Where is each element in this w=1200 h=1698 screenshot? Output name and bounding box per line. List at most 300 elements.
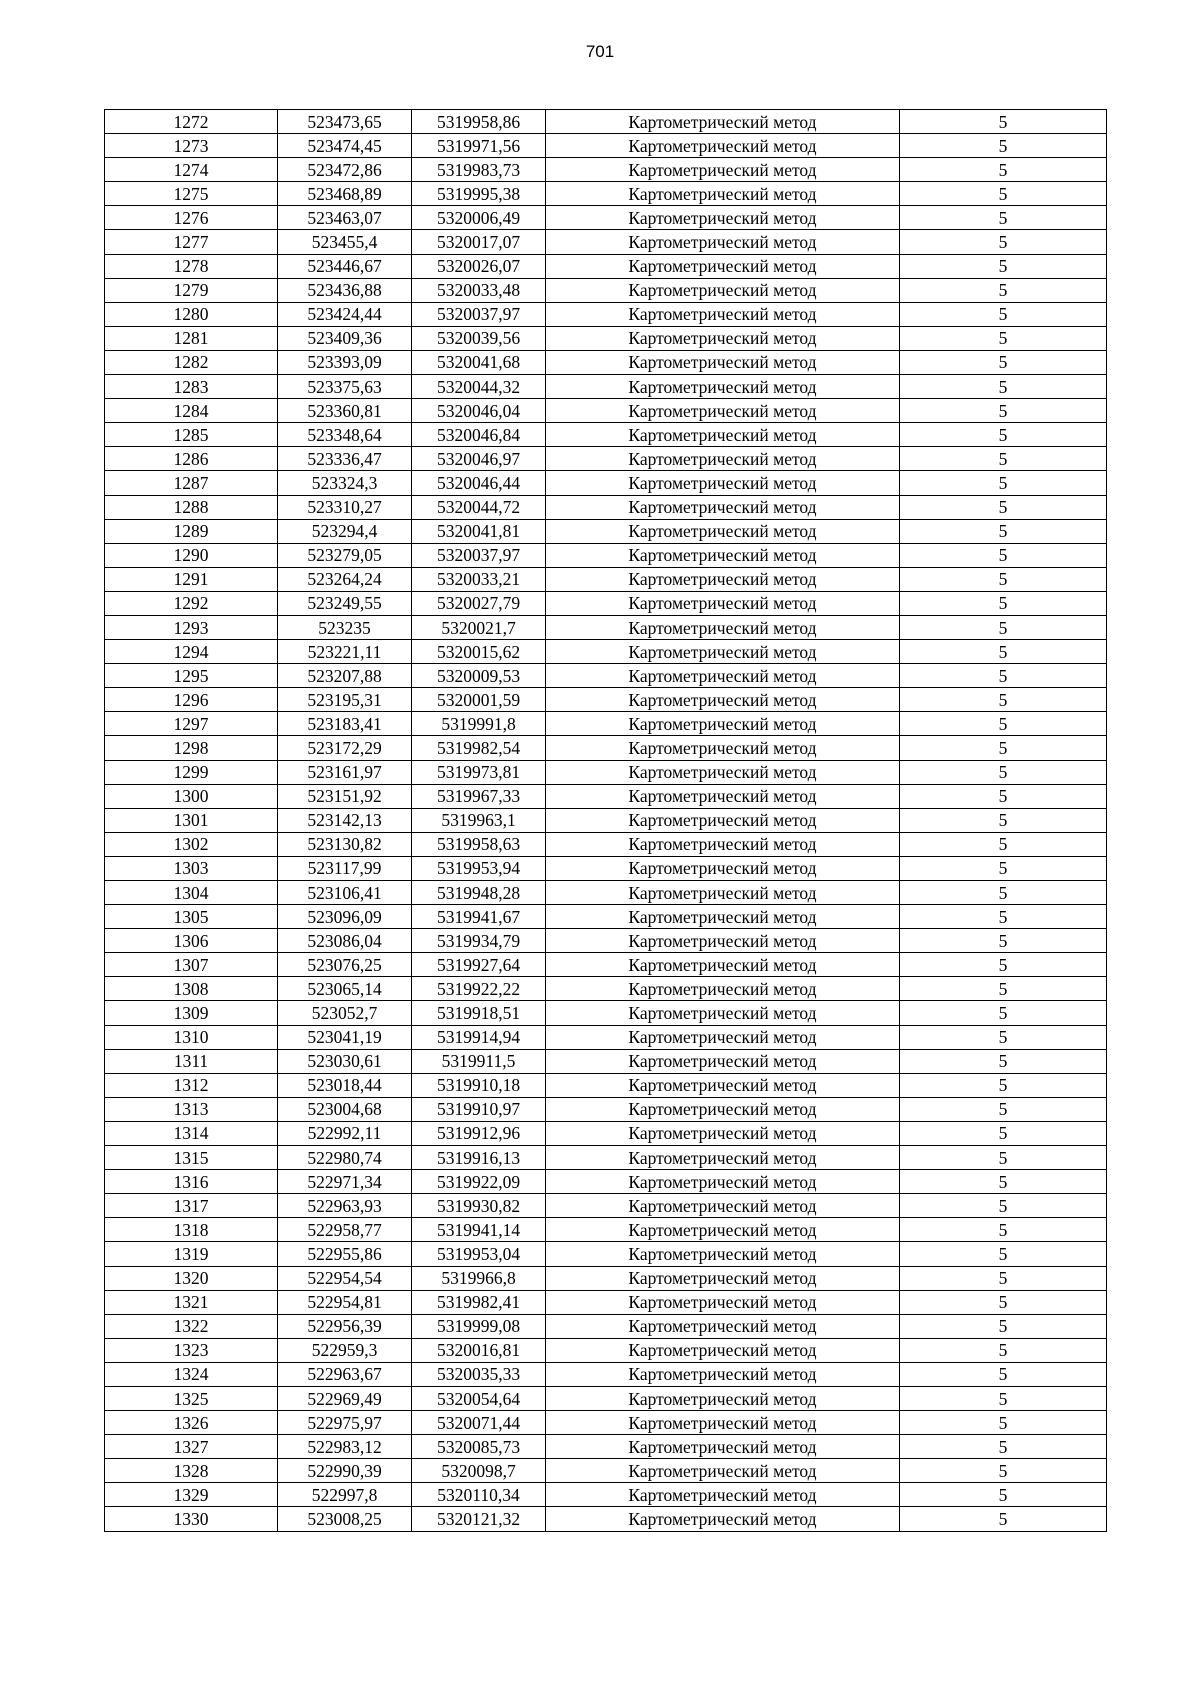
accuracy-cell: 5 [900,471,1107,495]
table-row [105,495,1107,519]
accuracy-cell: 5 [900,1459,1107,1483]
method-cell: Картометрический метод [546,832,900,856]
y-coordinate-cell: 5319995,38 [412,182,546,206]
table-row [105,1290,1107,1314]
table-row [105,929,1107,953]
x-coordinate-cell: 523106,41 [278,881,412,905]
x-coordinate-cell: 523409,36 [278,326,412,350]
x-coordinate-cell: 522969,49 [278,1386,412,1410]
method-cell: Картометрический метод [546,1483,900,1507]
table-row [105,1097,1107,1121]
x-coordinate-cell: 523424,44 [278,302,412,326]
table-row [105,1338,1107,1362]
point-number-cell: 1325 [105,1386,278,1410]
point-number-cell: 1310 [105,1025,278,1049]
y-coordinate-cell: 5320044,32 [412,375,546,399]
method-cell: Картометрический метод [546,110,900,134]
y-coordinate-cell: 5320009,53 [412,664,546,688]
method-cell: Картометрический метод [546,1362,900,1386]
method-cell: Картометрический метод [546,326,900,350]
table-row [105,1362,1107,1386]
table-row [105,1001,1107,1025]
x-coordinate-cell: 522955,86 [278,1242,412,1266]
table-row [105,375,1107,399]
table-row [105,856,1107,880]
accuracy-cell: 5 [900,543,1107,567]
table-row [105,1459,1107,1483]
method-cell: Картометрический метод [546,1314,900,1338]
accuracy-cell: 5 [900,1242,1107,1266]
accuracy-cell: 5 [900,953,1107,977]
table-row [105,977,1107,1001]
y-coordinate-cell: 5320121,32 [412,1507,546,1531]
method-cell: Картометрический метод [546,688,900,712]
method-cell: Картометрический метод [546,230,900,254]
point-number-cell: 1308 [105,977,278,1001]
method-cell: Картометрический метод [546,278,900,302]
page-number: 701 [585,42,615,61]
method-cell: Картометрический метод [546,182,900,206]
x-coordinate-cell: 522975,97 [278,1411,412,1435]
table-row [105,664,1107,688]
y-coordinate-cell: 5319918,51 [412,1001,546,1025]
point-number-cell: 1318 [105,1218,278,1242]
y-coordinate-cell: 5319910,97 [412,1097,546,1121]
point-number-cell: 1328 [105,1459,278,1483]
y-coordinate-cell: 5319934,79 [412,929,546,953]
accuracy-cell: 5 [900,1266,1107,1290]
x-coordinate-cell: 523324,3 [278,471,412,495]
x-coordinate-cell: 523172,29 [278,736,412,760]
point-number-cell: 1320 [105,1266,278,1290]
table-row [105,399,1107,423]
x-coordinate-cell: 522983,12 [278,1435,412,1459]
point-number-cell: 1278 [105,254,278,278]
accuracy-cell: 5 [900,688,1107,712]
y-coordinate-cell: 5320016,81 [412,1338,546,1362]
method-cell: Картометрический метод [546,1266,900,1290]
x-coordinate-cell: 523183,41 [278,712,412,736]
accuracy-cell: 5 [900,158,1107,182]
y-coordinate-cell: 5320033,48 [412,278,546,302]
y-coordinate-cell: 5320110,34 [412,1483,546,1507]
point-number-cell: 1306 [105,929,278,953]
x-coordinate-cell: 523472,86 [278,158,412,182]
accuracy-cell: 5 [900,1194,1107,1218]
point-number-cell: 1327 [105,1435,278,1459]
method-cell: Картометрический метод [546,447,900,471]
y-coordinate-cell: 5320039,56 [412,326,546,350]
table-row [105,350,1107,374]
accuracy-cell: 5 [900,1314,1107,1338]
x-coordinate-cell: 523474,45 [278,134,412,158]
accuracy-cell: 5 [900,712,1107,736]
y-coordinate-cell: 5320006,49 [412,206,546,230]
table-row [105,278,1107,302]
table-row [105,182,1107,206]
accuracy-cell: 5 [900,182,1107,206]
x-coordinate-cell: 522963,93 [278,1194,412,1218]
x-coordinate-cell: 523360,81 [278,399,412,423]
x-coordinate-cell: 523264,24 [278,567,412,591]
x-coordinate-cell: 523030,61 [278,1049,412,1073]
accuracy-cell: 5 [900,881,1107,905]
point-number-cell: 1276 [105,206,278,230]
point-number-cell: 1312 [105,1073,278,1097]
x-coordinate-cell: 523279,05 [278,543,412,567]
x-coordinate-cell: 523348,64 [278,423,412,447]
table-row [105,1218,1107,1242]
method-cell: Картометрический метод [546,1242,900,1266]
accuracy-cell: 5 [900,1411,1107,1435]
table-row [105,1386,1107,1410]
y-coordinate-cell: 5320054,64 [412,1386,546,1410]
point-number-cell: 1279 [105,278,278,302]
method-cell: Картометрический метод [546,567,900,591]
accuracy-cell: 5 [900,519,1107,543]
point-number-cell: 1283 [105,375,278,399]
y-coordinate-cell: 5319930,82 [412,1194,546,1218]
method-cell: Картометрический метод [546,736,900,760]
x-coordinate-cell: 523207,88 [278,664,412,688]
x-coordinate-cell: 522971,34 [278,1170,412,1194]
table-row [105,567,1107,591]
point-number-cell: 1274 [105,158,278,182]
accuracy-cell: 5 [900,447,1107,471]
table-row [105,423,1107,447]
table-row [105,1435,1107,1459]
table-row [105,1146,1107,1170]
method-cell: Картометрический метод [546,640,900,664]
y-coordinate-cell: 5319953,94 [412,856,546,880]
accuracy-cell: 5 [900,350,1107,374]
table-row [105,134,1107,158]
table-row [105,591,1107,615]
accuracy-cell: 5 [900,110,1107,134]
y-coordinate-cell: 5320071,44 [412,1411,546,1435]
table-row [105,110,1107,134]
y-coordinate-cell: 5320041,68 [412,350,546,374]
y-coordinate-cell: 5320037,97 [412,543,546,567]
table-row [105,1507,1107,1531]
y-coordinate-cell: 5319971,56 [412,134,546,158]
x-coordinate-cell: 523086,04 [278,929,412,953]
point-number-cell: 1296 [105,688,278,712]
point-number-cell: 1272 [105,110,278,134]
accuracy-cell: 5 [900,254,1107,278]
accuracy-cell: 5 [900,206,1107,230]
x-coordinate-cell: 522980,74 [278,1146,412,1170]
y-coordinate-cell: 5319982,41 [412,1290,546,1314]
accuracy-cell: 5 [900,905,1107,929]
accuracy-cell: 5 [900,736,1107,760]
x-coordinate-cell: 523235 [278,615,412,639]
point-number-cell: 1273 [105,134,278,158]
table-row [105,688,1107,712]
table-row [105,543,1107,567]
method-cell: Картометрический метод [546,1194,900,1218]
point-number-cell: 1311 [105,1049,278,1073]
y-coordinate-cell: 5319953,04 [412,1242,546,1266]
point-number-cell: 1301 [105,808,278,832]
point-number-cell: 1292 [105,591,278,615]
y-coordinate-cell: 5320037,97 [412,302,546,326]
y-coordinate-cell: 5319941,67 [412,905,546,929]
accuracy-cell: 5 [900,134,1107,158]
table-row [105,1242,1107,1266]
y-coordinate-cell: 5319916,13 [412,1146,546,1170]
y-coordinate-cell: 5320044,72 [412,495,546,519]
x-coordinate-cell: 523096,09 [278,905,412,929]
y-coordinate-cell: 5320046,04 [412,399,546,423]
method-cell: Картометрический метод [546,1435,900,1459]
y-coordinate-cell: 5319963,1 [412,808,546,832]
accuracy-cell: 5 [900,302,1107,326]
accuracy-cell: 5 [900,856,1107,880]
x-coordinate-cell: 523463,07 [278,206,412,230]
table-row [105,519,1107,543]
table-row [105,1170,1107,1194]
table-row [105,206,1107,230]
method-cell: Картометрический метод [546,856,900,880]
accuracy-cell: 5 [900,326,1107,350]
accuracy-cell: 5 [900,929,1107,953]
point-number-cell: 1295 [105,664,278,688]
method-cell: Картометрический метод [546,471,900,495]
method-cell: Картометрический метод [546,375,900,399]
y-coordinate-cell: 5319911,5 [412,1049,546,1073]
table-row [105,158,1107,182]
y-coordinate-cell: 5319958,63 [412,832,546,856]
accuracy-cell: 5 [900,495,1107,519]
table-row [105,640,1107,664]
y-coordinate-cell: 5320046,84 [412,423,546,447]
table-row [105,832,1107,856]
accuracy-cell: 5 [900,1483,1107,1507]
x-coordinate-cell: 523004,68 [278,1097,412,1121]
method-cell: Картометрический метод [546,1290,900,1314]
accuracy-cell: 5 [900,808,1107,832]
x-coordinate-cell: 523041,19 [278,1025,412,1049]
point-number-cell: 1313 [105,1097,278,1121]
table-row [105,1194,1107,1218]
y-coordinate-cell: 5319927,64 [412,953,546,977]
y-coordinate-cell: 5319912,96 [412,1121,546,1145]
x-coordinate-cell: 522956,39 [278,1314,412,1338]
method-cell: Картометрический метод [546,953,900,977]
point-number-cell: 1316 [105,1170,278,1194]
x-coordinate-cell: 523161,97 [278,760,412,784]
method-cell: Картометрический метод [546,495,900,519]
accuracy-cell: 5 [900,760,1107,784]
accuracy-cell: 5 [900,1121,1107,1145]
point-number-cell: 1291 [105,567,278,591]
x-coordinate-cell: 522954,81 [278,1290,412,1314]
y-coordinate-cell: 5320015,62 [412,640,546,664]
accuracy-cell: 5 [900,399,1107,423]
method-cell: Картометрический метод [546,206,900,230]
point-number-cell: 1298 [105,736,278,760]
point-number-cell: 1288 [105,495,278,519]
x-coordinate-cell: 522992,11 [278,1121,412,1145]
method-cell: Картометрический метод [546,905,900,929]
x-coordinate-cell: 523117,99 [278,856,412,880]
x-coordinate-cell: 523473,65 [278,110,412,134]
table-row [105,615,1107,639]
point-number-cell: 1302 [105,832,278,856]
accuracy-cell: 5 [900,1290,1107,1314]
accuracy-cell: 5 [900,423,1107,447]
point-number-cell: 1280 [105,302,278,326]
point-number-cell: 1324 [105,1362,278,1386]
point-number-cell: 1281 [105,326,278,350]
point-number-cell: 1286 [105,447,278,471]
table-row [105,736,1107,760]
y-coordinate-cell: 5319967,33 [412,784,546,808]
method-cell: Картометрический метод [546,808,900,832]
x-coordinate-cell: 523008,25 [278,1507,412,1531]
y-coordinate-cell: 5319999,08 [412,1314,546,1338]
x-coordinate-cell: 523142,13 [278,808,412,832]
point-number-cell: 1300 [105,784,278,808]
method-cell: Картометрический метод [546,760,900,784]
point-number-cell: 1322 [105,1314,278,1338]
x-coordinate-cell: 522997,8 [278,1483,412,1507]
x-coordinate-cell: 522963,67 [278,1362,412,1386]
method-cell: Картометрический метод [546,1146,900,1170]
method-cell: Картометрический метод [546,1459,900,1483]
method-cell: Картометрический метод [546,1097,900,1121]
table-row [105,1121,1107,1145]
y-coordinate-cell: 5319910,18 [412,1073,546,1097]
accuracy-cell: 5 [900,1025,1107,1049]
point-number-cell: 1277 [105,230,278,254]
accuracy-cell: 5 [900,640,1107,664]
table-row [105,1073,1107,1097]
point-number-cell: 1330 [105,1507,278,1531]
method-cell: Картометрический метод [546,1386,900,1410]
table-row [105,326,1107,350]
method-cell: Картометрический метод [546,615,900,639]
point-number-cell: 1303 [105,856,278,880]
y-coordinate-cell: 5320041,81 [412,519,546,543]
x-coordinate-cell: 523221,11 [278,640,412,664]
point-number-cell: 1289 [105,519,278,543]
x-coordinate-cell: 523436,88 [278,278,412,302]
x-coordinate-cell: 523130,82 [278,832,412,856]
accuracy-cell: 5 [900,1170,1107,1194]
point-number-cell: 1282 [105,350,278,374]
y-coordinate-cell: 5320017,07 [412,230,546,254]
x-coordinate-cell: 523446,67 [278,254,412,278]
table-row [105,230,1107,254]
method-cell: Картометрический метод [546,664,900,688]
method-cell: Картометрический метод [546,134,900,158]
accuracy-cell: 5 [900,230,1107,254]
table-row [105,784,1107,808]
x-coordinate-cell: 523195,31 [278,688,412,712]
y-coordinate-cell: 5320021,7 [412,615,546,639]
point-number-cell: 1321 [105,1290,278,1314]
x-coordinate-cell: 523151,92 [278,784,412,808]
x-coordinate-cell: 522958,77 [278,1218,412,1242]
point-number-cell: 1309 [105,1001,278,1025]
method-cell: Картометрический метод [546,254,900,278]
point-number-cell: 1304 [105,881,278,905]
y-coordinate-cell: 5320046,44 [412,471,546,495]
accuracy-cell: 5 [900,1507,1107,1531]
x-coordinate-cell: 523375,63 [278,375,412,399]
method-cell: Картометрический метод [546,1411,900,1435]
accuracy-cell: 5 [900,615,1107,639]
y-coordinate-cell: 5319973,81 [412,760,546,784]
method-cell: Картометрический метод [546,302,900,326]
x-coordinate-cell: 523294,4 [278,519,412,543]
x-coordinate-cell: 523310,27 [278,495,412,519]
y-coordinate-cell: 5319958,86 [412,110,546,134]
accuracy-cell: 5 [900,1338,1107,1362]
point-number-cell: 1293 [105,615,278,639]
y-coordinate-cell: 5319991,8 [412,712,546,736]
y-coordinate-cell: 5320026,07 [412,254,546,278]
y-coordinate-cell: 5320033,21 [412,567,546,591]
method-cell: Картометрический метод [546,1073,900,1097]
accuracy-cell: 5 [900,1001,1107,1025]
y-coordinate-cell: 5319922,22 [412,977,546,1001]
table-row [105,1483,1107,1507]
coordinates-table-body [105,110,1107,1532]
y-coordinate-cell: 5320098,7 [412,1459,546,1483]
method-cell: Картометрический метод [546,399,900,423]
table-row [105,760,1107,784]
x-coordinate-cell: 522990,39 [278,1459,412,1483]
accuracy-cell: 5 [900,1362,1107,1386]
y-coordinate-cell: 5319922,09 [412,1170,546,1194]
method-cell: Картометрический метод [546,1025,900,1049]
point-number-cell: 1317 [105,1194,278,1218]
y-coordinate-cell: 5319948,28 [412,881,546,905]
x-coordinate-cell: 523018,44 [278,1073,412,1097]
table-row [105,1049,1107,1073]
point-number-cell: 1290 [105,543,278,567]
method-cell: Картометрический метод [546,881,900,905]
method-cell: Картометрический метод [546,712,900,736]
accuracy-cell: 5 [900,1146,1107,1170]
point-number-cell: 1297 [105,712,278,736]
point-number-cell: 1285 [105,423,278,447]
coordinates-table [104,109,1107,1532]
point-number-cell: 1319 [105,1242,278,1266]
point-number-cell: 1284 [105,399,278,423]
table-row [105,905,1107,929]
table-row [105,881,1107,905]
method-cell: Картометрический метод [546,519,900,543]
table-row [105,808,1107,832]
accuracy-cell: 5 [900,567,1107,591]
y-coordinate-cell: 5319914,94 [412,1025,546,1049]
method-cell: Картометрический метод [546,1338,900,1362]
x-coordinate-cell: 523336,47 [278,447,412,471]
point-number-cell: 1323 [105,1338,278,1362]
x-coordinate-cell: 523065,14 [278,977,412,1001]
point-number-cell: 1287 [105,471,278,495]
y-coordinate-cell: 5319983,73 [412,158,546,182]
table-row [105,302,1107,326]
accuracy-cell: 5 [900,977,1107,1001]
x-coordinate-cell: 523455,4 [278,230,412,254]
method-cell: Картометрический метод [546,591,900,615]
accuracy-cell: 5 [900,591,1107,615]
